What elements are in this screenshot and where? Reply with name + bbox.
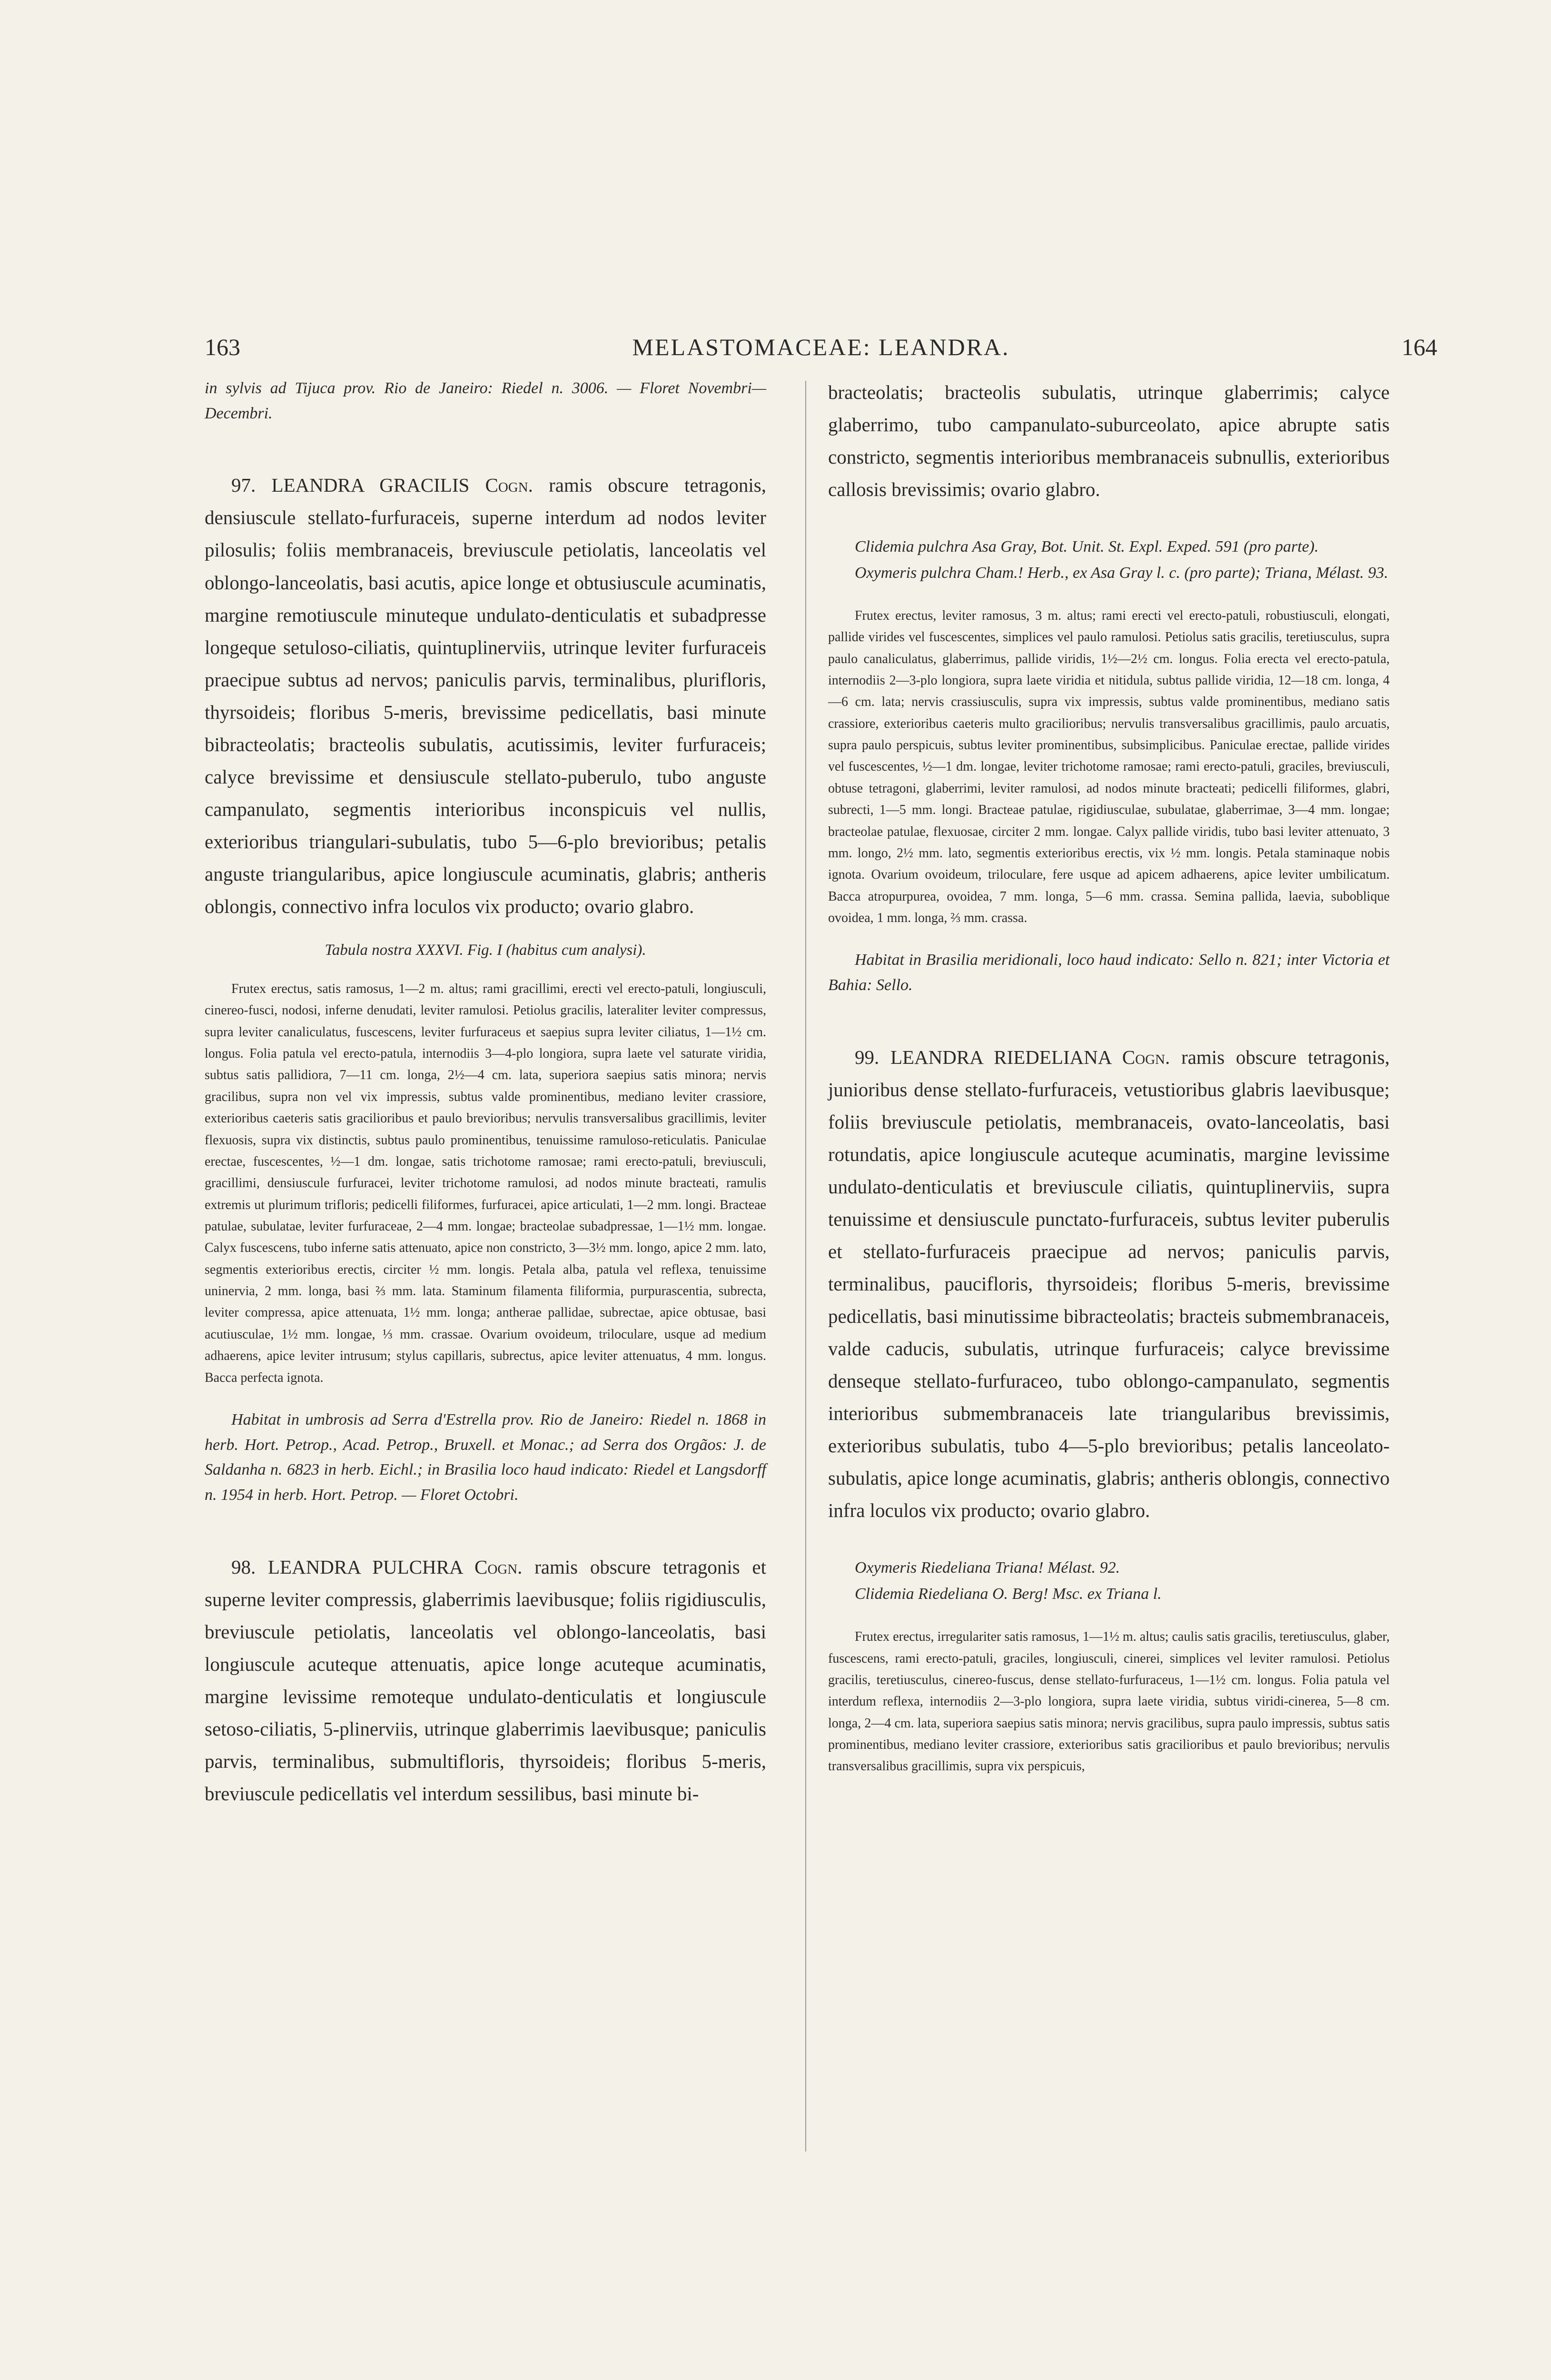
- page-number-right: 164: [1402, 334, 1437, 360]
- species-97-description: Frutex erectus, satis ramosus, 1—2 m. altus; rami gracillimi, erecti vel erecto-patuli, longiusculi, cinereo-fusci, nodosi, inferne denudati, leviter ramulosi. Petiolus gracilis, lateraliter leviter compressus, supra leviter canaliculatus, fuscescens, leviter furfuraceus et saepius supra leviter ciliatus, 1—1½ cm. longus. Folia patula vel erecto-patula, internodiis 3—4-plo longiora, supra laete vel saturate viridia, subtus satis pallidiora, 7—11 cm. longa, 2½—4 cm. lata, superiora saepius satis minora; nervis gracilibus, supra non vel vix impressis, subtus valde prominentibus, mediano leviter crassiore, exterioribus caeteris satis gracilioribus et paulo brevioribus; nervulis transversalibus gracillimis, leviter flexuosis, supra vix distinctis, subtus paulo prominentibus, tenuissime ramuloso-reticulatis. Paniculae erectae, fuscescentes, ½—1 dm. longae, satis trichotome ramosae; rami erecto-patuli, breviusculi, gracillimi, densiuscule furfuracei, leviter trichotome ramulosi, ad nodos minute bracteati, ramulis extremis ut plurimum trifloris; pedicelli filiformes, furfuracei, apice articulati, 1—2 mm. longi. Bracteae patulae, subulatae, leviter furfuraceae, 2—4 mm. longae; bracteolae subadpressae, 1—1½ mm. longae. Calyx fuscescens, tubo inferne satis attenuato, apice non constricto, 3—3½ mm. longo, apice 2 mm. lato, segmentis exterioribus erectis, circiter ½ mm. longis. Petala alba, patula vel reflexa, tenuissime uninervia, 2 mm. longa, basi ⅔ mm. lata. Staminum filamenta filiformia, purpurascentia, subrecta, leviter compressa, apice attenuata, 1½ mm. longa; antherae pallidae, subrectae, apice obtusae, basi acutiusculae, 1½ mm. longae, ⅓ mm. crassae. Ovarium ovoideum, triloculare, usque ad medium adhaerens, apice leviter intrusum; stylus capillaris, subrectus, apice leviter attenuatus, 4 mm. longus. Bacca perfecta ignota.: [205, 982, 766, 1385]
- species-97-habitat: Habitat in umbrosis ad Serra d'Estrella prov. Rio de Janeiro: Riedel n. 1868 in herb. Hort. Petrop., Acad. Petrop., Bruxell. et Monac.; ad Serra dos Orgãos: J. de Saldanha n. 6823 in herb. Eichl.; in Brasilia loco haud indicato: Riedel et Langsdorff n. 1954 in herb. Hort. Petrop. — Floret Octobri.: [205, 1410, 766, 1504]
- synonym-clidemia-riedeliana: Clidemia Riedeliana O. Berg! Msc. ex Triana l.: [855, 1585, 1162, 1603]
- species-97-text: ramis obscure tetragonis, densiuscule stellato-furfuraceis, superne interdum ad nodos leviter pilosulis; foliis membranaceis, breviuscule petiolatis, lanceolatis vel oblongo-lanceolatis, basi acutis, apice longe et obtusiuscule acuminatis, margine remotiuscule minuteque undulato-denticulatis et subadpresse longeque setuloso-ciliatis, quintuplinerviis, utrinque leviter furfuraceis praecipue subtus ad nervos; paniculis parvis, terminalibus, plurifloris, thyrsoideis; floribus 5-meris, brevissime pedicellatis, basi minute bibracteolatis; bracteolis subulatis, acutissimis, leviter furfuraceis; calyce brevissime et densiuscule stellato-puberulo, tubo anguste campanulato, segmentis interioribus inconspicuis vel nullis, exterioribus triangulari-subulatis, tubo 5—6-plo brevioribus; petalis anguste triangularibus, apice longiuscule acuminatis, glabris; antheris oblongis, connectivo infra loculos vix producto; ovario glabro.: [205, 474, 766, 917]
- running-header: [205, 333, 1437, 367]
- species-98-heading: 98. LEANDRA PULCHRA Cogn.: [231, 1556, 523, 1578]
- species-98-text: ramis obscure tetragonis et superne leviter compressis, glaberrimis laevibusque; foliis rigidiusculis, breviuscule petiolatis, lanceolatis vel oblongo-lanceolatis, basi longiuscule acuteque attenuatis, apice longe acuteque acuminatis, margine levissime remoteque undulato-denticulatis et longiuscule setoso-ciliatis, 5-plinerviis, utrinque glaberrimis laevibusque; paniculis parvis, terminalibus, submultifloris, thyrsoideis; floribus 5-meris, breviuscule pedicellatis vel interdum sessilibus, basi minute bi-: [205, 1556, 766, 1805]
- species-99-diagnosis: [828, 1041, 1390, 1527]
- species-98-diagnosis: [205, 1551, 766, 1810]
- plate-reference: Tabula nostra XXXVI. Fig. I (habitus cum analysi).: [325, 942, 646, 959]
- species-98-diagnosis-continued: bracteolatis; bracteolis subulatis, utrinque glaberrimis; calyce glaberrimo, tubo campanulato-suburceolato, apice abrupte satis constricto, segmentis interioribus membranaceis subnullis, exterioribus callosis brevissimis; ovario glabro.: [828, 381, 1390, 501]
- running-title: MELASTOMACEAE: LEANDRA.: [632, 334, 1010, 360]
- species-98-description: Frutex erectus, leviter ramosus, 3 m. altus; rami erecti vel erecto-patuli, robustiusculi, elongati, pallide virides vel fuscescentes, simplices vel paulo ramulosi. Petiolus satis gracilis, teretiusculus, supra paulo canaliculatus, glaberrimus, pallide viridis, 1½—2½ cm. longus. Folia erecta vel erecto-patula, internodiis 2—3-plo longiora, supra laete viridia et nitidula, subtus pallide viridia, 12—18 cm. longa, 4—6 cm. lata; nervis crassiusculis, supra vix impressis, subtus valde prominentibus, mediano satis crassiore, exterioribus caeteris multo gracilioribus; nervulis transversalibus gracillimis, paulo arcuatis, supra paulo perspicuis, subtus leviter prominentibus, subsimplicibus. Paniculae erectae, pallide virides vel fuscescentes, ½—1 dm. longae, leviter trichotome ramosae; rami erecto-patuli, graciles, breviusculi, obtuse tetragoni, glaberrimi, leviter ramulosi, ad nodos minute bracteati; pedicelli filiformes, glabri, subrecti, 1—5 mm. longi. Bracteae patulae, rigidiusculae, subulatae, glaberrimae, 3—4 mm. longae; bracteolae patulae, flexuosae, circiter 2 mm. longae. Calyx pallide viridis, tubo basi leviter attenuato, 3 mm. longo, 2½ mm. lato, segmentis exterioribus erectis, vix ½ mm. longis. Petala staminaque nobis ignota. Ovarium ovoideum, triloculare, fere usque ad apicem adhaerens, apice leviter umbilicatum. Bacca atropurpurea, ovoidea, 7 mm. longa, 5—6 mm. crassa. Semina pallida, laevia, suboblique ovoidea, 1 mm. longa, ⅔ mm. crassa.: [828, 608, 1390, 925]
- synonym-oxymeris-riedeliana: Oxymeris Riedeliana Triana! Mélast. 92.: [855, 1559, 1120, 1577]
- species-99-text: ramis obscure tetragonis, junioribus dense stellato-furfuraceis, vetustioribus glabris laevibusque; foliis breviuscule petiolatis, membranaceis, ovato-lanceolatis, basi rotundatis, apice longiuscule acuteque acuminatis, margine levissime undulato-denticulatis et breviuscule ciliatis, quintuplinerviis, supra tenuissime et densiuscule punctato-furfuraceis, subtus leviter puberulis et stellato-furfuraceis praecipue ad nervos; paniculis parvis, terminalibus, paucifloris, thyrsoideis; floribus 5-meris, brevissime pedicellatis, basi minutissime bibracteolatis; bracteis submembranaceis, valde caducis, subulatis, utrinque furfuraceis; calyce brevissime denseque stellato-furfuraceo, tubo oblongo-campanulato, segmentis interioribus submembranaceis late triangularibus brevissimis, exterioribus subulatis, tubo 4—5-plo brevioribus; petalis lanceolato-subulatis, apice longe acuminatis, glabris; antheris oblongis, connectivo infra loculos vix producto; ovario glabro.: [828, 1046, 1390, 1522]
- species-99-description: Frutex erectus, irregulariter satis ramosus, 1—1½ m. altus; caulis satis gracilis, teretiusculus, glaber, fuscescens, rami erecto-patuli, graciles, longiusculi, cinerei, simplices vel leviter ramulosi. Petiolus gracilis, teretiusculus, cinereo-fuscus, dense stellato-furfuraceus, 1—1½ cm. longus. Folia patula vel interdum reflexa, internodiis 2—3-plo longiora, supra laete viridia, subtus viridi-cinerea, 5—8 cm. longa, 2—4 cm. lata, superiora saepius satis minora; nervis gracilibus, supra paulo impressis, subtus satis prominentibus, mediano leviter crassiore, exterioribus satis gracilioribus et paulo brevioribus; nervulis transversalibus gracillimis, supra vix perspicuis,: [828, 1629, 1390, 1774]
- species-99-heading: 99. LEANDRA RIEDELIANA Cogn.: [855, 1046, 1170, 1068]
- continued-citation: in sylvis ad Tijuca prov. Rio de Janeiro: Riedel n. 3006. — Floret Novembri—Decembri.: [205, 379, 766, 422]
- synonym-oxymeris-pulchra: Oxymeris pulchra Cham.! Herb., ex Asa Gray l. c. (pro parte); Triana, Mélast. 93.: [855, 564, 1388, 582]
- left-column: [205, 376, 766, 1810]
- page-number-left: 163: [205, 334, 240, 360]
- species-98-habitat: Habitat in Brasilia meridionali, loco haud indicato: Sello n. 821; inter Victoria et Bahia: Sello.: [828, 951, 1390, 994]
- species-97-diagnosis: [205, 469, 766, 922]
- column-divider: [805, 381, 806, 2152]
- species-97-heading: 97. LEANDRA GRACILIS Cogn.: [231, 474, 533, 496]
- synonym-clidemia-pulchra: Clidemia pulchra Asa Gray, Bot. Unit. St. Expl. Exped. 591 (pro parte).: [855, 538, 1319, 556]
- right-column: [828, 376, 1390, 1777]
